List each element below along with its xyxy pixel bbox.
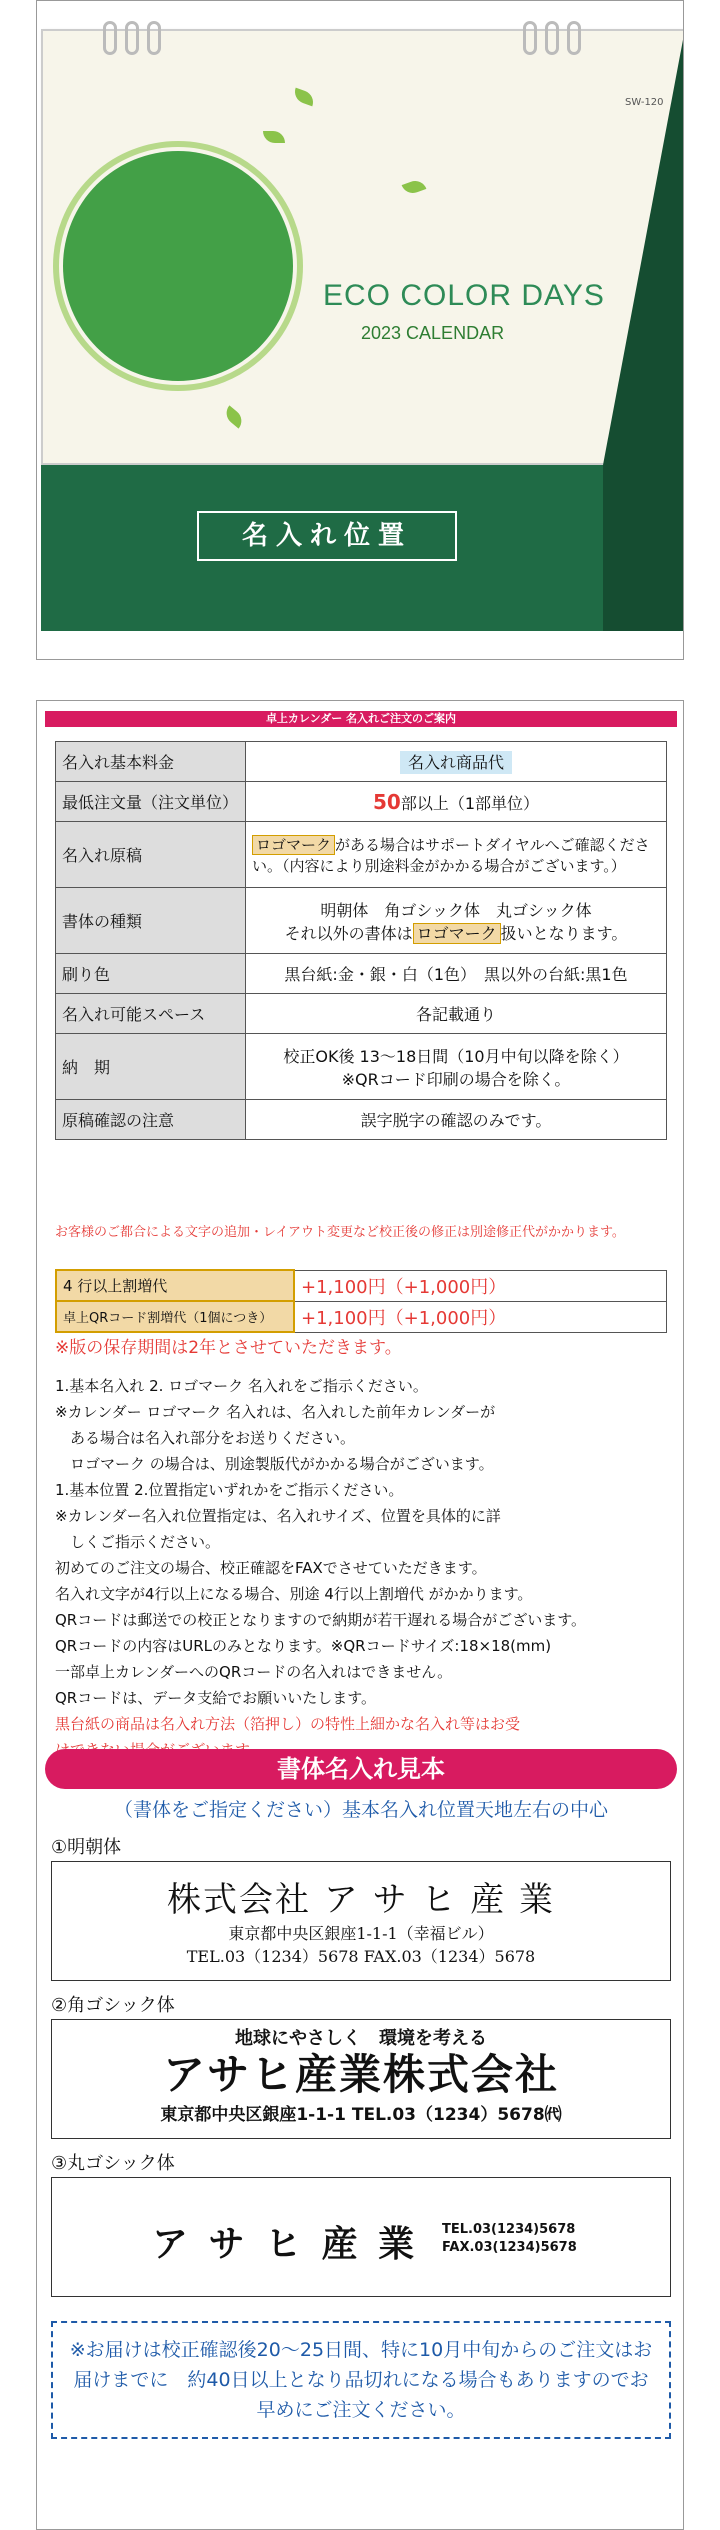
samples-heading: 書体名入れ見本 — [45, 1749, 677, 1789]
row-label: 最低注文量（注文単位） — [56, 782, 246, 822]
list-item: 1.基本位置 2.位置指定いずれかをご指示ください。 — [55, 1481, 404, 1499]
table-row — [56, 742, 667, 782]
row-label: 書体の種類 — [56, 888, 246, 954]
logo-mark-badge: ロゴマーク — [252, 835, 335, 855]
row-label: 名入れ基本料金 — [56, 742, 246, 782]
row-value: 誤字脱字の確認のみです。 — [246, 1100, 667, 1140]
list-item: ※カレンダー名入れ位置指定は、名入れサイズ、位置を具体的に詳 — [55, 1507, 501, 1525]
list-item: しくご指示ください。 — [55, 1533, 221, 1551]
sample-tel: TEL.03(1234)5678 — [442, 2222, 576, 2237]
globe-illustration — [63, 151, 293, 381]
product-image — [36, 0, 684, 660]
table-row — [56, 1034, 667, 1100]
row-value: 校正OK後 13～18日間（10月中旬以降を除く） — [283, 1046, 629, 1066]
table-row — [56, 1270, 667, 1301]
list-item: ある場合は名入れ部分をお送りください。 — [55, 1429, 356, 1447]
sample-company: 株式会社 ア サ ヒ 産 業 — [166, 1880, 556, 1920]
sample-box-mincho — [51, 1861, 671, 1981]
calendar-subtitle: 2023 CALENDAR — [361, 323, 505, 343]
row-value: がある場合はサポートダイヤルへご確認ください。（内容により別途料金がかかる場合がございます。） — [252, 835, 650, 875]
modification-notice: お客様のご都合による文字の追加・レイアウト変更など校正後の修正は別途修正代がかかります。 — [55, 1225, 625, 1240]
row-value: 各記載通り — [246, 994, 667, 1034]
sample-box-kaku — [51, 2019, 671, 2139]
list-item: ロゴマーク の場合は、別途製版代がかかる場合がございます。 — [55, 1455, 494, 1473]
table-row — [56, 954, 667, 994]
ring — [523, 21, 537, 55]
row-value: 部以上（1部単位） — [400, 793, 540, 813]
order-info-panel — [36, 700, 684, 2530]
table-row — [56, 888, 667, 954]
list-item: 1.基本名入れ 2. ロゴマーク 名入れをご指示ください。 — [55, 1377, 428, 1395]
sample-address: 東京都中央区銀座1-1-1（幸福ビル） — [228, 1924, 494, 1943]
row-label: 原稿確認の注意 — [56, 1100, 246, 1140]
list-item: QRコードの内容はURLのみとなります。※QRコードサイズ:18×18(mm) — [55, 1637, 552, 1655]
leaf-icon — [263, 131, 285, 143]
row-label: 名入れ原稿 — [56, 822, 246, 888]
info-table — [55, 741, 667, 1140]
samples-subheading: （書体をご指定ください）基本名入れ位置天地左右の中心 — [113, 1799, 608, 1821]
row-value-note: ※QRコード印刷の場合を除く。 — [341, 1069, 571, 1089]
sample-label-kaku: ②角ゴシック体 — [51, 1995, 175, 2016]
calendar-title: ECO COLOR DAYS — [323, 279, 605, 312]
sample-company: ア サ ヒ 産 業 — [152, 2224, 419, 2265]
list-item: 初めてのご注文の場合、校正確認をFAXでさせていただきます。 — [55, 1559, 487, 1577]
ring — [103, 21, 117, 55]
sample-company: アサヒ産業株式会社 — [162, 2050, 559, 2099]
list-item: 一部卓上カレンダーへのQRコードの名入れはできません。 — [55, 1663, 453, 1681]
surcharge-value: +1,100円（+1,000円） — [294, 1301, 667, 1332]
row-label: 名入れ可能スペース — [56, 994, 246, 1034]
row-value-pre: それ以外の書体は — [284, 923, 413, 943]
sample-label-mincho: ①明朝体 — [51, 1837, 122, 1858]
ring — [567, 21, 581, 55]
sample-phone: TEL.03（1234）5678 FAX.03（1234）5678 — [186, 1947, 536, 1966]
leaf-icon — [292, 88, 317, 107]
surcharge-label: 4 行以上割増代 — [56, 1270, 294, 1301]
delivery-footer-note: ※お届けは校正確認後20～25日間、特に10月中旬からのご注文はお届けまでに 約40日以上となり品切れになる場合もありますのでお早めにご注文ください。 — [51, 2321, 671, 2439]
list-item: QRコードは、データ支給でお願いいたします。 — [55, 1689, 377, 1707]
list-item-warning: 黒台紙の商品は名入れ方法（箔押し）の特性上細かな名入れ等はお受 — [55, 1715, 521, 1733]
table-row — [56, 994, 667, 1034]
row-value: 名入れ商品代 — [400, 751, 512, 774]
calendar-face — [41, 29, 684, 465]
sample-slogan: 地球にやさしく 環境を考える — [235, 2028, 487, 2049]
min-qty: 50 — [372, 789, 401, 814]
table-row — [56, 782, 667, 822]
row-label: 刷り色 — [56, 954, 246, 994]
retention-note: ※版の保存期間は2年とさせていただきます。 — [55, 1338, 402, 1358]
table-row — [56, 1100, 667, 1140]
surcharge-value: +1,100円（+1,000円） — [294, 1270, 667, 1301]
sample-fax: FAX.03(1234)5678 — [442, 2240, 577, 2255]
leaf-icon — [222, 405, 247, 428]
table-row — [56, 822, 667, 888]
ring — [545, 21, 559, 55]
row-label: 納 期 — [56, 1034, 246, 1100]
name-position-label: 名入れ位置 — [197, 511, 457, 561]
row-value: 明朝体 角ゴシック体 丸ゴシック体 — [320, 900, 592, 920]
list-item: QRコードは郵送での校正となりますので納期が若干遅れる場合がございます。 — [55, 1611, 587, 1629]
ring — [125, 21, 139, 55]
logo-mark-badge: ロゴマーク — [413, 923, 501, 944]
sample-box-maru — [51, 2177, 671, 2297]
list-item: ※カレンダー ロゴマーク 名入れは、名入れした前年カレンダーが — [55, 1403, 496, 1421]
sample-address: 東京都中央区銀座1-1-1 TEL.03（1234）5678㈹ — [160, 2105, 562, 2125]
product-code: SW-120 — [625, 97, 664, 108]
ring — [147, 21, 161, 55]
surcharge-label: 卓上QRコード割増代（1個につき） — [56, 1301, 294, 1332]
list-item: 名入れ文字が4行以上になる場合、別途 4行以上割増代 がかかります。 — [55, 1585, 533, 1603]
row-value: 黒台紙:金・銀・白（1色） 黒以外の台紙:黒1色 — [246, 954, 667, 994]
leaf-icon — [402, 178, 427, 197]
surcharge-table — [55, 1269, 667, 1333]
row-value-post: 扱いとなります。 — [500, 923, 628, 943]
instruction-list — [55, 1373, 667, 1763]
sample-label-maru: ③丸ゴシック体 — [51, 2153, 175, 2174]
panel-title: 卓上カレンダー 名入れご注文のご案内 — [45, 711, 677, 727]
table-row — [56, 1301, 667, 1332]
